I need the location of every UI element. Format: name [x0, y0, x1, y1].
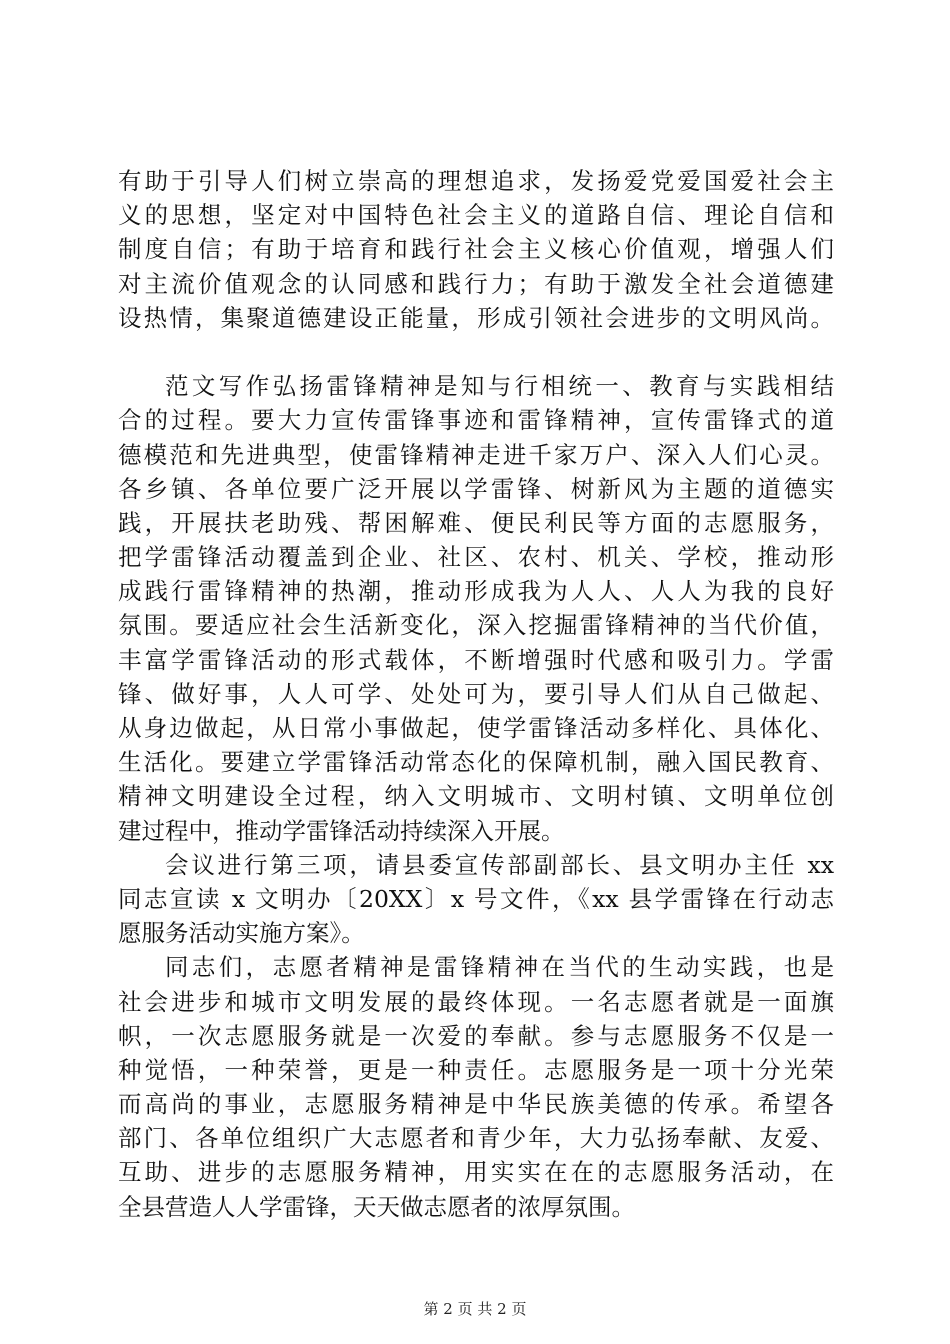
paragraph	[118, 950, 834, 1224]
text-line: 合的过程。要大力宣传雷锋事迹和雷锋精神，宣传雷锋式的道	[118, 406, 834, 435]
text-line: 践，开展扶老助残、帮困解难、便民利民等方面的志愿服务，	[118, 508, 834, 537]
text-line: 建过程中，推动学雷锋活动持续深入开展。	[118, 816, 565, 845]
text-line: 成践行雷锋精神的热潮，推动形成我为人人、人人为我的良好	[118, 577, 834, 606]
text-line: 部门、各单位组织广大志愿者和青少年，大力弘扬奉献、友爱、	[118, 1124, 834, 1153]
text-line: 对主流价值观念的认同感和践行力；有助于激发全社会道德建	[118, 269, 834, 298]
text-line: 帜，一次志愿服务就是一次爱的奉献。参与志愿服务不仅是一	[118, 1021, 834, 1050]
text-line: 有助于引导人们树立崇高的理想追求，发扬爱党爱国爱社会主	[118, 167, 834, 195]
text-line: 丰富学雷锋活动的形式载体，不断增强时代感和吸引力。学雷	[118, 645, 834, 674]
text-line: 各乡镇、各单位要广泛开展以学雷锋、树新风为主题的道德实	[118, 474, 834, 503]
text-line: 愿服务活动实施方案》。	[118, 919, 365, 948]
page-number-footer: 第 2 页 共 2 页	[423, 1300, 527, 1318]
paragraph	[118, 848, 834, 951]
text-line: 把学雷锋活动覆盖到企业、社区、农村、机关、学校，推动形	[118, 543, 834, 572]
text-line: 锋、做好事，人人可学、处处可为，要引导人们从自己做起、	[118, 679, 834, 708]
text-line: 生活化。要建立学雷锋活动常态化的保障机制，融入国民教育、	[118, 748, 834, 777]
paragraph	[118, 164, 834, 335]
paragraph-gap	[118, 335, 834, 369]
text-line: 精神文明建设全过程，纳入文明城市、文明村镇、文明单位创	[118, 782, 834, 811]
text-line: 社会进步和城市文明发展的最终体现。一名志愿者就是一面旗	[118, 987, 834, 1016]
text-line: 互助、进步的志愿服务精神，用实实在在的志愿服务活动，在	[118, 1158, 834, 1187]
text-line: 全县营造人人学雷锋，天天做志愿者的浓厚氛围。	[118, 1192, 635, 1221]
document-body	[118, 164, 834, 1224]
text-line: 同志们，志愿者精神是雷锋精神在当代的生动实践，也是	[165, 953, 834, 982]
text-line: 氛围。要适应社会生活新变化，深入挖掘雷锋精神的当代价值，	[118, 611, 834, 640]
text-line: 种觉悟，一种荣誉，更是一种责任。志愿服务是一项十分光荣	[118, 1055, 834, 1084]
paragraph	[118, 369, 834, 848]
text-line: 制度自信；有助于培育和践行社会主义核心价值观，增强人们	[118, 235, 834, 264]
text-line: 会议进行第三项，请县委宣传部副部长、县文明办主任 xx	[165, 850, 834, 879]
text-line: 义的思想，坚定对中国特色社会主义的道路自信、理论自信和	[118, 201, 834, 230]
text-line: 德模范和先进典型，使雷锋精神走进千家万户、深入人们心灵。	[118, 440, 834, 469]
text-line: 而高尚的事业，志愿服务精神是中华民族美德的传承。希望各	[118, 1090, 834, 1119]
text-line: 同志宣读 x 文明办〔20XX〕x 号文件，《xx 县学雷锋在行动志	[118, 884, 834, 913]
text-line: 范文写作弘扬雷锋精神是知与行相统一、教育与实践相结	[165, 372, 834, 401]
text-line: 设热情，集聚道德建设正能量，形成引领社会进步的文明风尚。	[118, 303, 834, 332]
text-line: 从身边做起，从日常小事做起，使学雷锋活动多样化、具体化、	[118, 714, 834, 742]
